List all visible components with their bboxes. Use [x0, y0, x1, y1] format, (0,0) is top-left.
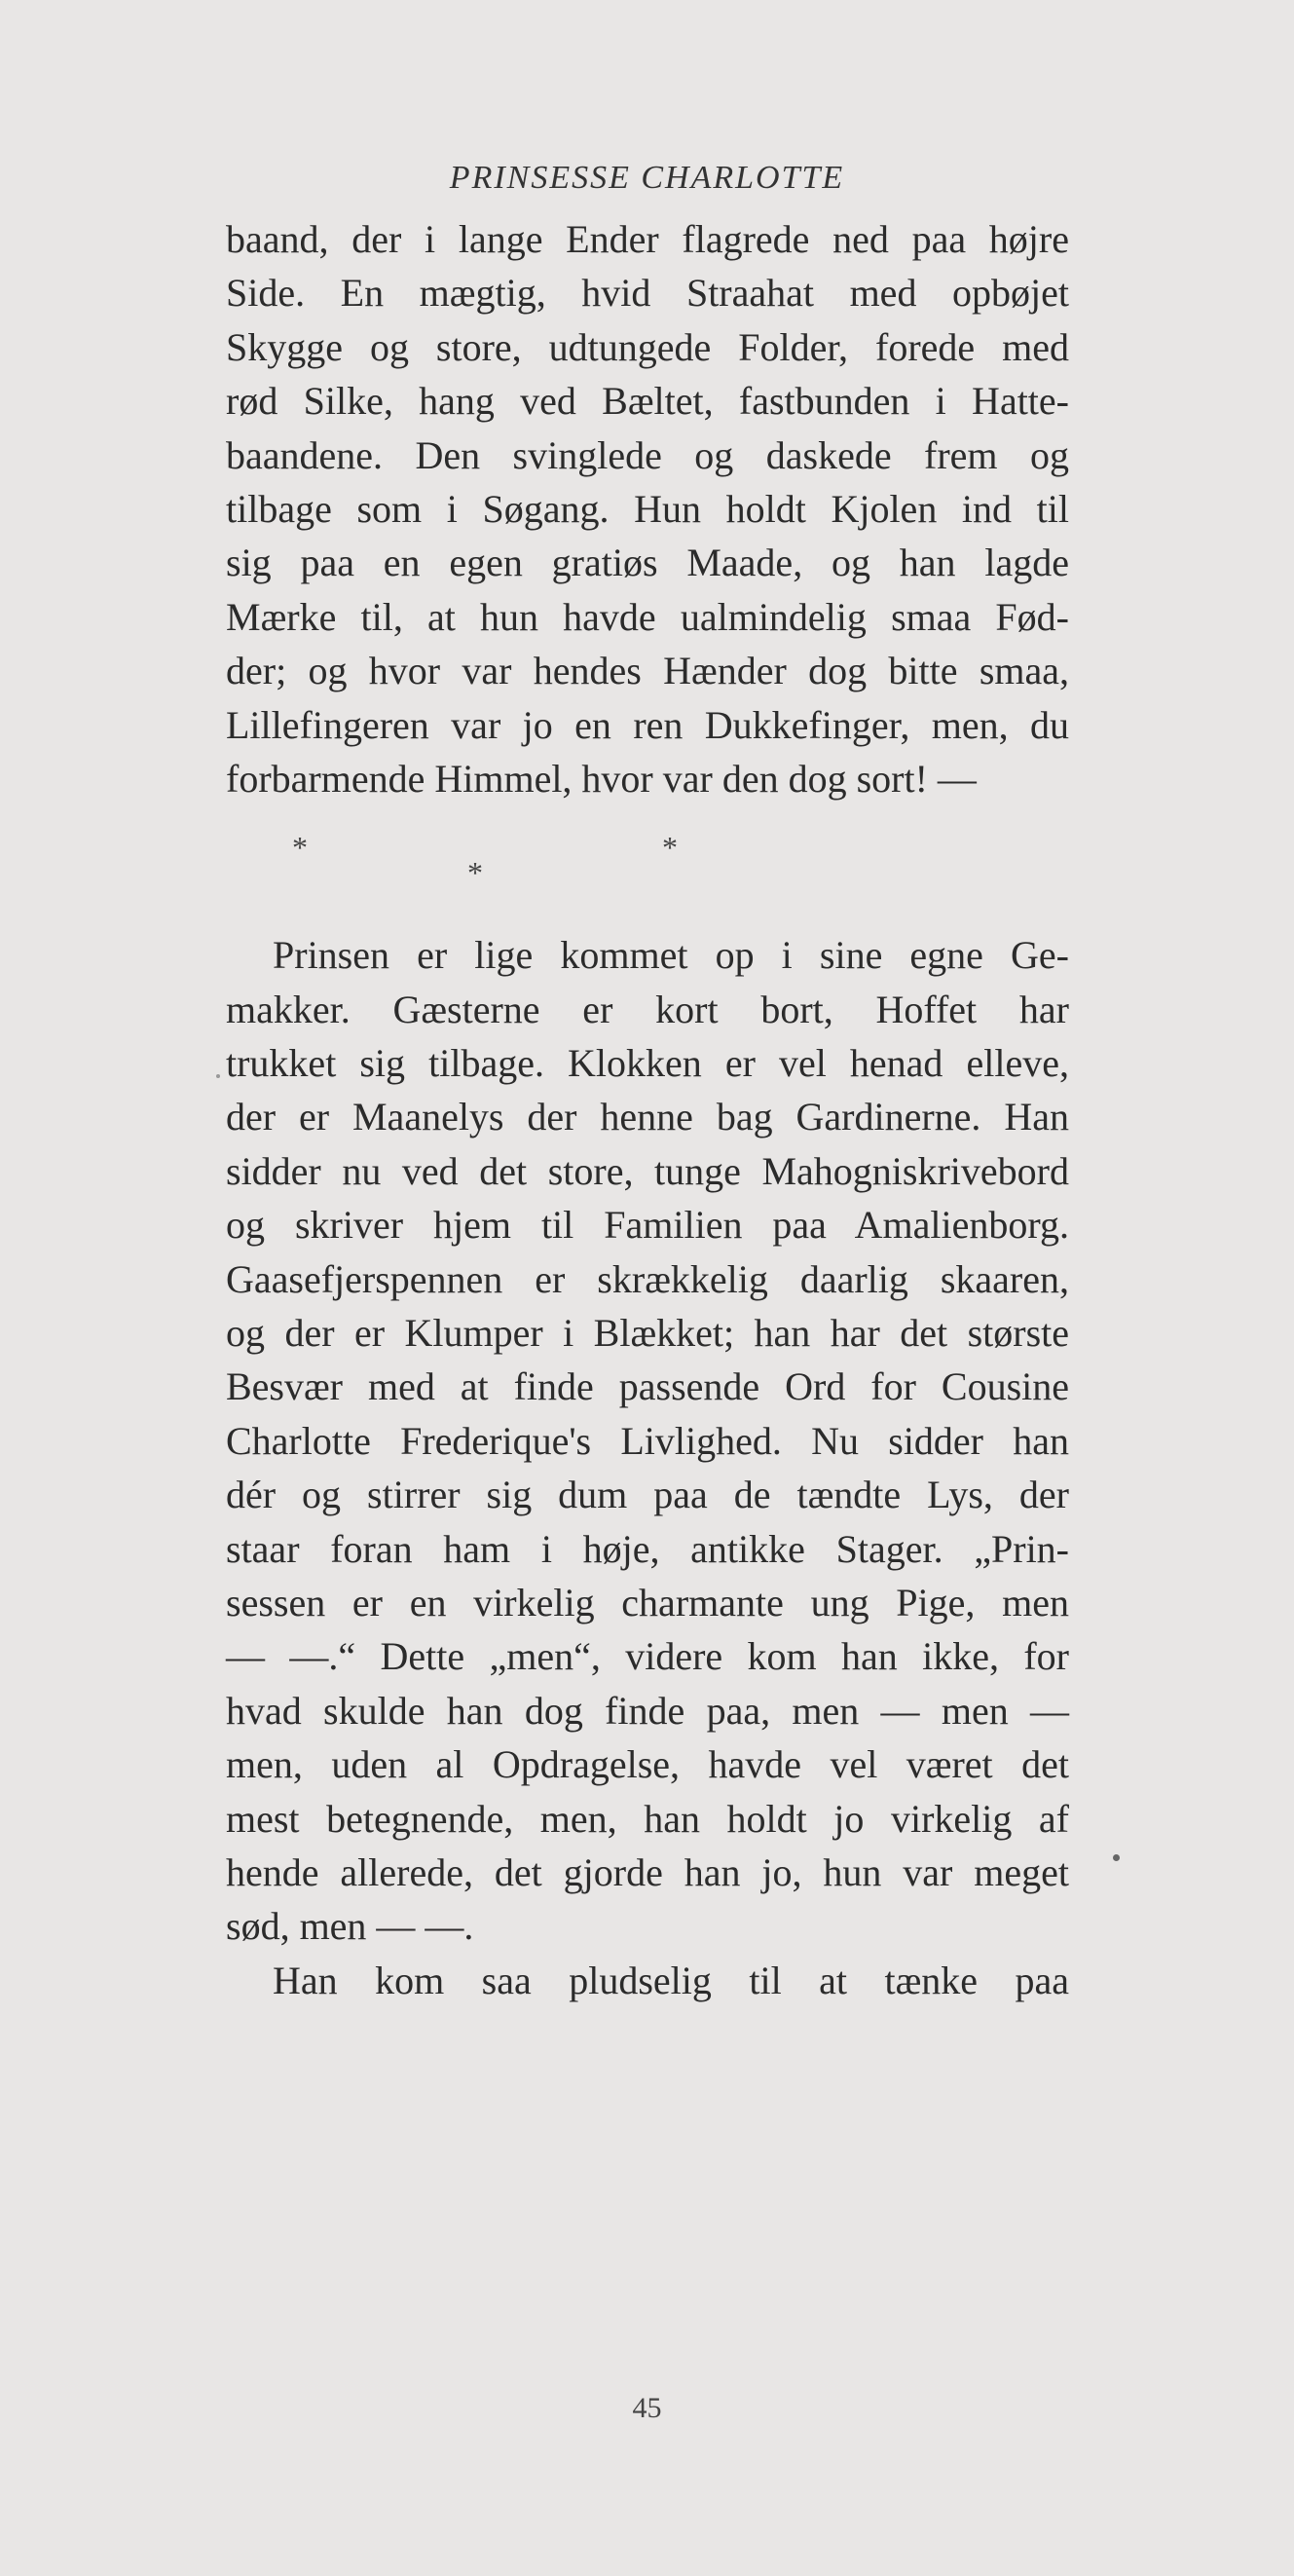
text-line: Lillefingeren var jo en ren Dukkefinger, men, du [226, 702, 1069, 747]
paper-speck [1113, 1854, 1120, 1861]
text-line: baandene. Den svinglede og daskede frem og [226, 432, 1069, 477]
text-block [226, 212, 1069, 2007]
text-line: Mærke til, at hun havde ualmindelig smaa Fød- [226, 594, 1069, 639]
text-line: hende allerede, det gjorde han jo, hun var meget [226, 1849, 1069, 1894]
text-line: sød, men — —. [226, 1904, 474, 1949]
text-line: baand, der i lange Ender flagrede ned paa højre [226, 217, 1069, 261]
text-line: sessen er en virkelig charmante ung Pige, men [226, 1580, 1069, 1624]
paragraph-1 [226, 212, 1069, 805]
asterisk: * [292, 830, 308, 866]
text-line: Gaasefjerspennen er skrækkelig daarlig skaaren, [226, 1256, 1069, 1301]
running-head: PRINSESSE CHARLOTTE [449, 160, 845, 196]
text-line: — —.“ Dette „men“, videre kom han ikke, for [226, 1634, 1069, 1679]
text-line: makker. Gæsterne er kort bort, Hoffet har [226, 987, 1069, 1031]
text-line: Side. En mægtig, hvid Straahat med opbøjet [226, 271, 1069, 316]
text-line: dér og stirrer sig dum paa de tændte Lys, der [226, 1473, 1069, 1517]
text-line: der; og hvor var hendes Hænder dog bitte smaa, [226, 649, 1069, 693]
text-line: der er Maanelys der henne bag Gardinerne. Han [226, 1095, 1069, 1139]
text-line: Han kom saa pludselig til at tænke paa [273, 1958, 1069, 2002]
paragraph-3 [226, 1954, 1069, 2007]
asterisk: * [467, 855, 483, 891]
page-number: 45 [632, 2392, 662, 2424]
paragraph-2 [226, 928, 1069, 1953]
paper-speck [216, 1074, 220, 1078]
text-line: Besvær med at finde passende Ord for Cousine [226, 1364, 1069, 1409]
text-line: og der er Klumper i Blækket; han har det største [226, 1311, 1069, 1356]
text-line: men, uden al Opdragelse, havde vel været det [226, 1742, 1069, 1787]
text-line: sig paa en egen gratiøs Maade, og han lagde [226, 541, 1069, 585]
text-line: sidder nu ved det store, tunge Mahogniskrivebord [226, 1148, 1069, 1193]
text-line: forbarmende Himmel, hvor var den dog sort! — [226, 756, 977, 801]
text-line: hvad skulde han dog finde paa, men — men — [226, 1688, 1069, 1733]
text-line: Charlotte Frederique's Livlighed. Nu sidder han [226, 1418, 1069, 1463]
text-line: og skriver hjem til Familien paa Amalienborg. [226, 1203, 1069, 1248]
section-break [226, 821, 1069, 909]
text-line: staar foran ham i høje, antikke Stager. „Prin- [226, 1526, 1069, 1571]
asterisk: * [662, 830, 678, 866]
text-line: mest betegnende, men, han holdt jo virkelig af [226, 1796, 1069, 1841]
text-line: rød Silke, hang ved Bæltet, fastbunden i Hatte- [226, 379, 1069, 424]
text-line: tilbage som i Søgang. Hun holdt Kjolen ind til [226, 486, 1069, 531]
text-line: Prinsen er lige kommet op i sine egne Ge- [273, 933, 1069, 978]
text-line: Skygge og store, udtungede Folder, forede med [226, 324, 1069, 369]
text-line: trukket sig tilbage. Klokken er vel henad elleve, [226, 1041, 1069, 1086]
